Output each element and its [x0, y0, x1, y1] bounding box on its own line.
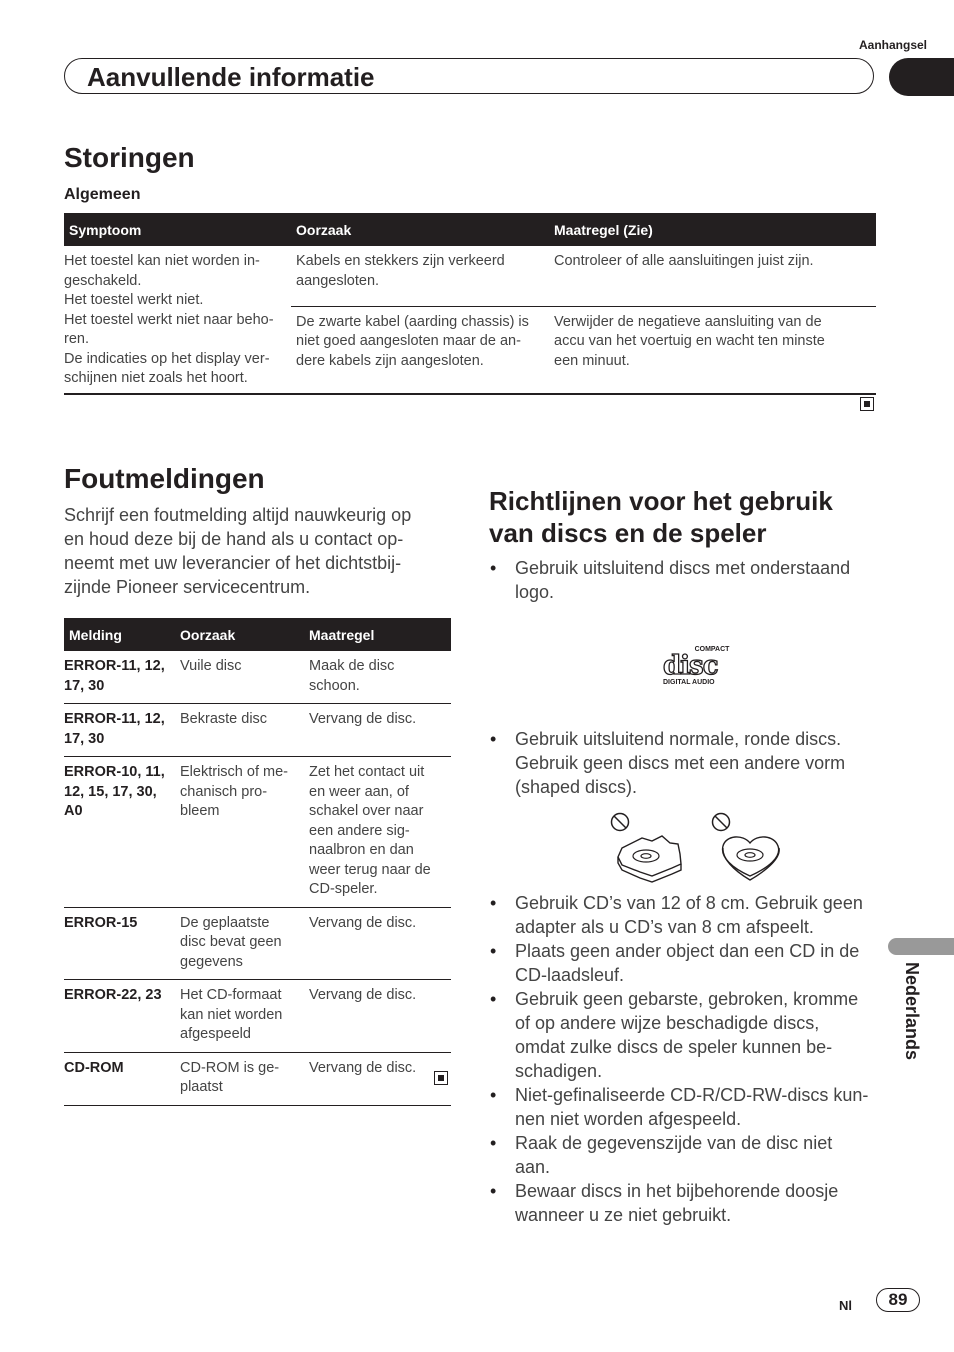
- table-row: [64, 907, 451, 980]
- storingen-subtitle: Algemeen: [64, 186, 141, 203]
- logo-disc-text: disc: [663, 651, 718, 681]
- storingen-heading: Storingen: [64, 142, 195, 173]
- list-item: • Gebruik uitsluitend discs met onderstaand logo.: [489, 556, 884, 604]
- table-row: [64, 651, 451, 704]
- end-of-section-icon: [434, 1071, 448, 1085]
- error-cause: Elektrisch of me- chanisch pro- bleem: [175, 757, 304, 908]
- chapter-label: Aanhangsel: [858, 38, 927, 52]
- page-number: 89: [876, 1288, 920, 1312]
- section-title: Aanvullende informatie: [87, 62, 375, 92]
- storingen-table: [64, 213, 876, 395]
- foutmeldingen-intro: Schrijf een foutmelding altijd nauwkeurig op en houd deze bij de hand als u contact op- neemt met uw leverancier of het dichtstbij- zijnde Pioneer servicecentrum.: [64, 505, 412, 597]
- error-cause: Vuile disc: [175, 651, 304, 704]
- table-row: [64, 757, 451, 908]
- shaped-discs-illustration: [606, 808, 788, 886]
- action-cell: Verwijder de negatieve aansluiting van de accu van het voertuig en wacht ten minste een minuut.: [549, 306, 876, 393]
- error-cause: De geplaatste disc bevat geen gegevens: [175, 907, 304, 980]
- foutmeldingen-heading: Foutmeldingen: [64, 463, 265, 494]
- footer-language: Nl: [839, 1298, 852, 1313]
- section-header: [64, 58, 874, 94]
- error-table: [64, 618, 451, 1106]
- table-row: [64, 980, 451, 1053]
- table-row: [64, 704, 451, 757]
- error-cause: Bekraste disc: [175, 704, 304, 757]
- error-code: ERROR-10, 11, 12, 15, 17, 30, A0: [64, 757, 175, 908]
- column-header-maatregel: Maatregel: [304, 618, 451, 651]
- cause-cell: Kabels en stekkers zijn verkeerd aangesloten.: [291, 246, 549, 306]
- prohibited-icon: [713, 814, 730, 831]
- list-item: • Gebruik CD’s van 12 of 8 cm. Gebruik geen adapter als u CD’s van 8 cm afspeelt.: [489, 891, 884, 939]
- table-header-row: [64, 618, 451, 651]
- bullet-list: [489, 556, 884, 604]
- odd-shaped-disc-icon: [618, 836, 681, 882]
- table-row: [64, 246, 876, 306]
- action-cell: Controleer of alle aansluitingen juist zijn.: [549, 246, 876, 306]
- column-header-oorzaak: Oorzaak: [175, 618, 304, 651]
- error-action: Maak de disc schoon.: [304, 651, 451, 704]
- prohibited-icon: [612, 814, 629, 831]
- error-action: Vervang de disc.: [304, 980, 451, 1053]
- list-item: • Niet-gefinaliseerde CD-R/CD-RW-discs kun- nen niet worden afgespeeld.: [489, 1083, 884, 1131]
- list-item: • Plaats geen ander object dan een CD in de CD-laadsleuf.: [489, 939, 884, 987]
- bullet-list: [489, 891, 884, 1227]
- list-item: • Raak de gegevenszijde van de disc niet aan.: [489, 1131, 884, 1179]
- error-action: Vervang de disc.: [304, 704, 451, 757]
- cause-cell: De zwarte kabel (aarding chassis) is niet goed aangesloten maar de an- dere kabels zijn aangesloten.: [291, 306, 549, 393]
- error-cause: CD-ROM is ge- plaatst: [175, 1052, 304, 1105]
- end-of-section-icon: [860, 397, 874, 411]
- error-cause: Het CD-formaat kan niet worden afgespeeld: [175, 980, 304, 1053]
- logo-compact-text: COMPACT: [694, 646, 730, 653]
- list-item: • Bewaar discs in het bijbehorende doosje wanneer u ze niet gebruikt.: [489, 1179, 884, 1227]
- error-action: Zet het contact uit en weer aan, of schakel over naar een andere sig- naalbron en dan weer terug naar de CD-speler.: [304, 757, 451, 908]
- bullet-list: [489, 727, 884, 799]
- header-tab-marker: [889, 58, 954, 96]
- error-action: Vervang de disc.: [304, 1052, 451, 1105]
- table-header-row: [64, 213, 876, 246]
- column-header-symptoom: Symptoom: [64, 213, 291, 246]
- column-header-maatregel: Maatregel (Zie): [549, 213, 876, 246]
- error-code: CD-ROM: [64, 1052, 175, 1105]
- column-header-oorzaak: Oorzaak: [291, 213, 549, 246]
- logo-digital-audio-text: DIGITAL AUDIO: [663, 679, 715, 686]
- language-side-label: Nederlands: [902, 962, 922, 1061]
- table-row: [64, 1052, 451, 1105]
- error-code: ERROR-22, 23: [64, 980, 175, 1053]
- error-code: ERROR-15: [64, 907, 175, 980]
- list-item: • Gebruik uitsluitend normale, ronde discs. Gebruik geen discs met een andere vorm (shaped discs).: [489, 727, 884, 799]
- list-item: • Gebruik geen gebarste, gebroken, kromme of op andere wijze beschadigde discs, omdat zulke discs de speler kunnen be- schadigen.: [489, 987, 884, 1083]
- richtlijnen-heading: Richtlijnen voor het gebruik van discs en de speler: [489, 486, 833, 548]
- error-code: ERROR-11, 12, 17, 30: [64, 651, 175, 704]
- compact-disc-logo: [660, 643, 730, 687]
- error-action: Vervang de disc.: [304, 907, 451, 980]
- heart-shaped-disc-icon: [723, 837, 780, 880]
- language-tab-marker: [888, 938, 954, 955]
- column-header-melding: Melding: [64, 618, 175, 651]
- symptom-cell: Het toestel kan niet worden in- geschakeld. Het toestel werkt niet. Het toestel werkt niet naar beho- ren. De indicaties op het display ver- schijnen niet zoals het hoort.: [64, 246, 291, 394]
- error-code: ERROR-11, 12, 17, 30: [64, 704, 175, 757]
